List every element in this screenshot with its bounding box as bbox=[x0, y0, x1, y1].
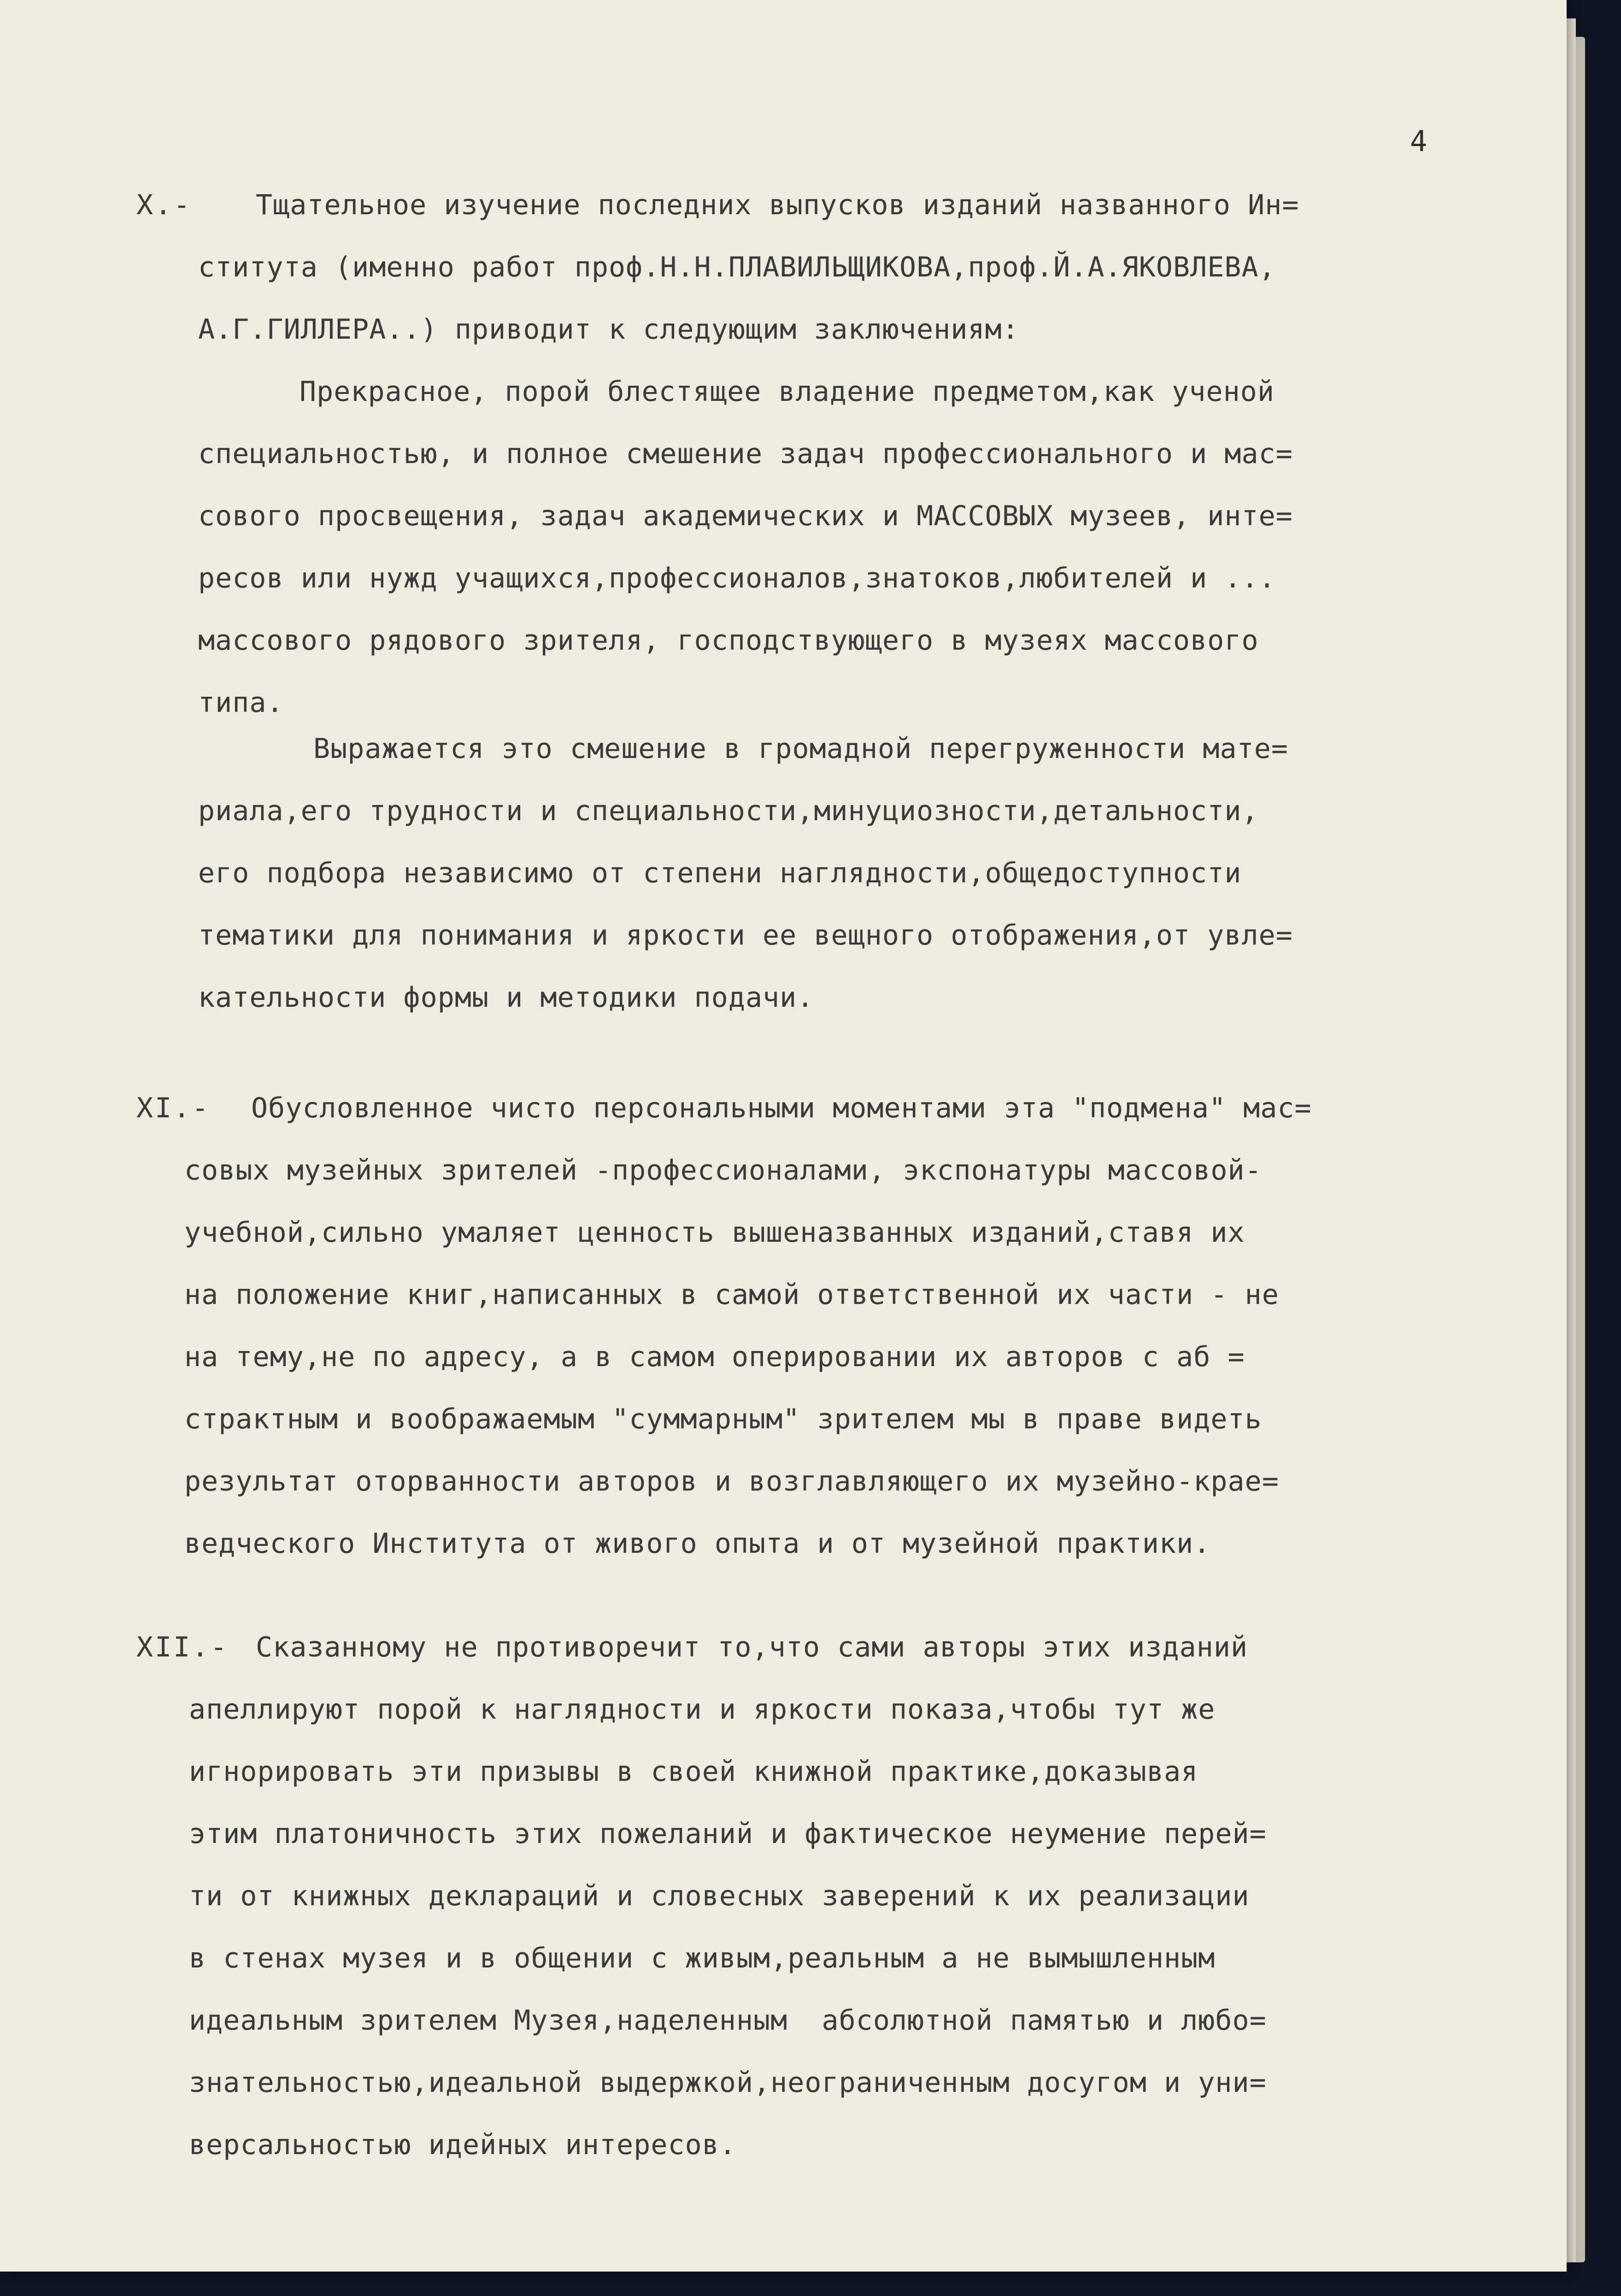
text-line: Обусловленное чисто персональными моментами эта "подмена" мас= bbox=[251, 1092, 1312, 1124]
text-line: риала,его трудности и специальности,минуциозности,детальности, bbox=[198, 795, 1259, 827]
text-line: А.Г.ГИЛЛЕРА..) приводит к следующим заключениям: bbox=[198, 313, 1019, 346]
text-line: игнорировать эти призывы в своей книжной практике,доказывая bbox=[189, 1756, 1198, 1788]
text-line: тематики для понимания и яркости ее вещного отображения,от увле= bbox=[198, 919, 1293, 951]
page-number: 4 bbox=[1410, 124, 1427, 158]
text-line: типа. bbox=[198, 687, 284, 719]
text-line: ресов или нужд учащихся,профессионалов,знатоков,любителей и ... bbox=[198, 562, 1276, 594]
text-line: его подбора независимо от степени наглядности,общедоступности bbox=[198, 857, 1242, 889]
text-line: Сказанному не противоречит то,что сами авторы этих изданий bbox=[256, 1631, 1248, 1663]
text-line: на тему,не по адресу, а в самом оперировании их авторов с аб = bbox=[184, 1341, 1245, 1373]
text-line: специальностью, и полное смешение задач профессионального и мас= bbox=[198, 438, 1293, 470]
text-line: версальностью идейных интересов. bbox=[189, 2129, 736, 2161]
text-line: Выражается это смешение в громадной перегруженности мате= bbox=[313, 733, 1289, 765]
text-line: учебной,сильно умаляет ценность вышеназванных изданий,ставя их bbox=[184, 1216, 1245, 1249]
text-line: Тщательное изучение последних выпусков изданий названного Ин= bbox=[256, 189, 1299, 221]
section-number-x: X.- bbox=[136, 189, 192, 221]
text-line: этим платоничность этих пожеланий и фактическое неумение перей= bbox=[189, 1818, 1267, 1850]
section-number-xii: XII.- bbox=[136, 1631, 229, 1663]
text-line: сового просвещения, задач академических и МАССОВЫХ музеев, инте= bbox=[198, 500, 1293, 532]
text-line: результат оторванности авторов и возглавляющего их музейно-крае= bbox=[184, 1465, 1279, 1497]
text-line: массового рядового зрителя, господствующего в музеях массового bbox=[198, 624, 1259, 657]
text-line: ститута (именно работ проф.Н.Н.ПЛАВИЛЬЩИКОВА,проф.Й.А.ЯКОВЛЕВА, bbox=[198, 251, 1276, 283]
text-line: ти от книжных деклараций и словесных заверений к их реализации bbox=[189, 1880, 1250, 1912]
text-line: Прекрасное, порой блестящее владение предметом,как ученой bbox=[300, 376, 1275, 408]
text-line: идеальным зрителем Музея,наделенным абсолютной памятью и любо= bbox=[189, 2004, 1267, 2037]
text-line: в стенах музея и в общении с живым,реальным а не вымышленным bbox=[189, 1942, 1216, 1974]
text-line: совых музейных зрителей -профессионалами, экспонатуры массовой- bbox=[184, 1154, 1262, 1186]
text-line: страктным и воображаемым "суммарным" зрителем мы в праве видеть bbox=[184, 1403, 1262, 1435]
text-line: ведческого Института от живого опыта и от музейной практики. bbox=[184, 1527, 1211, 1560]
text-line: на положение книг,написанных в самой ответственной их части - не bbox=[184, 1279, 1279, 1311]
text-line: апеллируют порой к наглядности и яркости показа,чтобы тут же bbox=[189, 1693, 1216, 1726]
text-line: знательностью,идеальной выдержкой,неограниченным досугом и уни= bbox=[189, 2067, 1267, 2099]
text-line: кательности формы и методики подачи. bbox=[198, 981, 814, 1014]
section-number-xi: XI.- bbox=[136, 1092, 211, 1124]
